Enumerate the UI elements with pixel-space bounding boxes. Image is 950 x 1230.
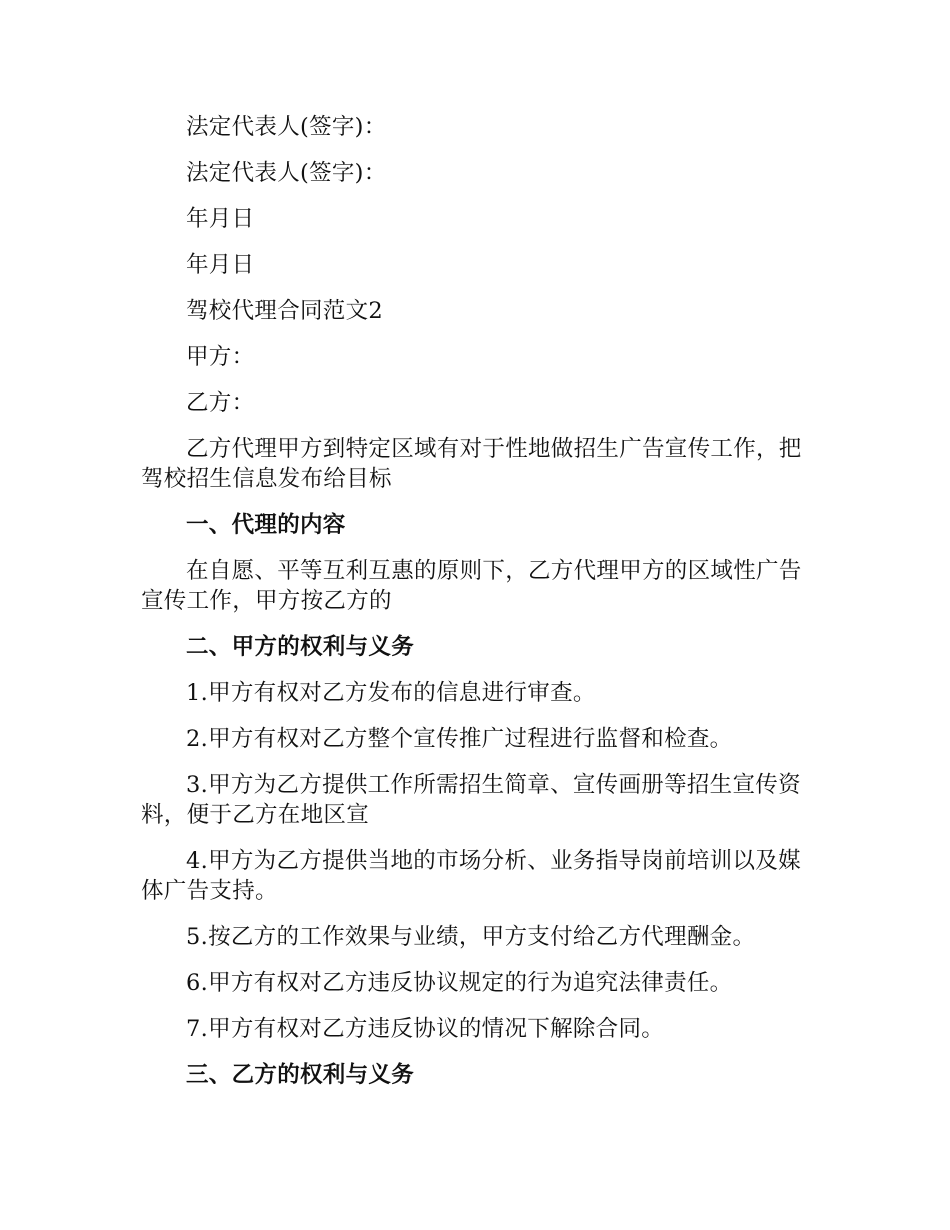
signature-line-legal-rep-2: 法定代表人(签字)：: [186, 160, 387, 186]
section-heading-1: 一、代理的内容: [186, 512, 346, 538]
signature-line-legal-rep-1: 法定代表人(签字)：: [186, 114, 387, 140]
document-body: [141, 112, 811, 1106]
party-a-item-7: 7.甲方有权对乙方违反协议的情况下解除合同。: [186, 1016, 665, 1042]
party-a-item-4: 4.甲方为乙方提供当地的市场分析、业务指导岗前培训以及媒体广告支持。: [141, 848, 801, 904]
date-line-1: 年月日: [186, 206, 255, 232]
party-a-item-5: 5.按乙方的工作效果与业绩，甲方支付给乙方代理酬金。: [186, 924, 756, 950]
section-heading-3: 三、乙方的权利与义务: [186, 1062, 415, 1088]
party-a-item-3: 3.甲方为乙方提供工作所需招生简章、宣传画册等招生宣传资料，便于乙方在地区宣: [141, 772, 801, 828]
party-a-item-6: 6.甲方有权对乙方违反协议规定的行为追究法律责任。: [186, 970, 733, 996]
party-a-item-2: 2.甲方有权对乙方整个宣传推广过程进行监督和检查。: [186, 726, 733, 752]
section-heading-2: 二、甲方的权利与义务: [186, 634, 415, 660]
date-line-2: 年月日: [186, 252, 255, 278]
contract-title: 驾校代理合同范文2: [186, 298, 384, 324]
party-a-item-1: 1.甲方有权对乙方发布的信息进行审查。: [186, 680, 596, 706]
section-1-paragraph: 在自愿、平等互利互惠的原则下，乙方代理甲方的区域性广告宣传工作，甲方按乙方的: [141, 558, 802, 614]
party-b-line: 乙方：: [186, 390, 255, 416]
party-a-line: 甲方：: [186, 344, 255, 370]
intro-paragraph: 乙方代理甲方到特定区域有对于性地做招生广告宣传工作，把驾校招生信息发布给目标: [141, 436, 802, 492]
